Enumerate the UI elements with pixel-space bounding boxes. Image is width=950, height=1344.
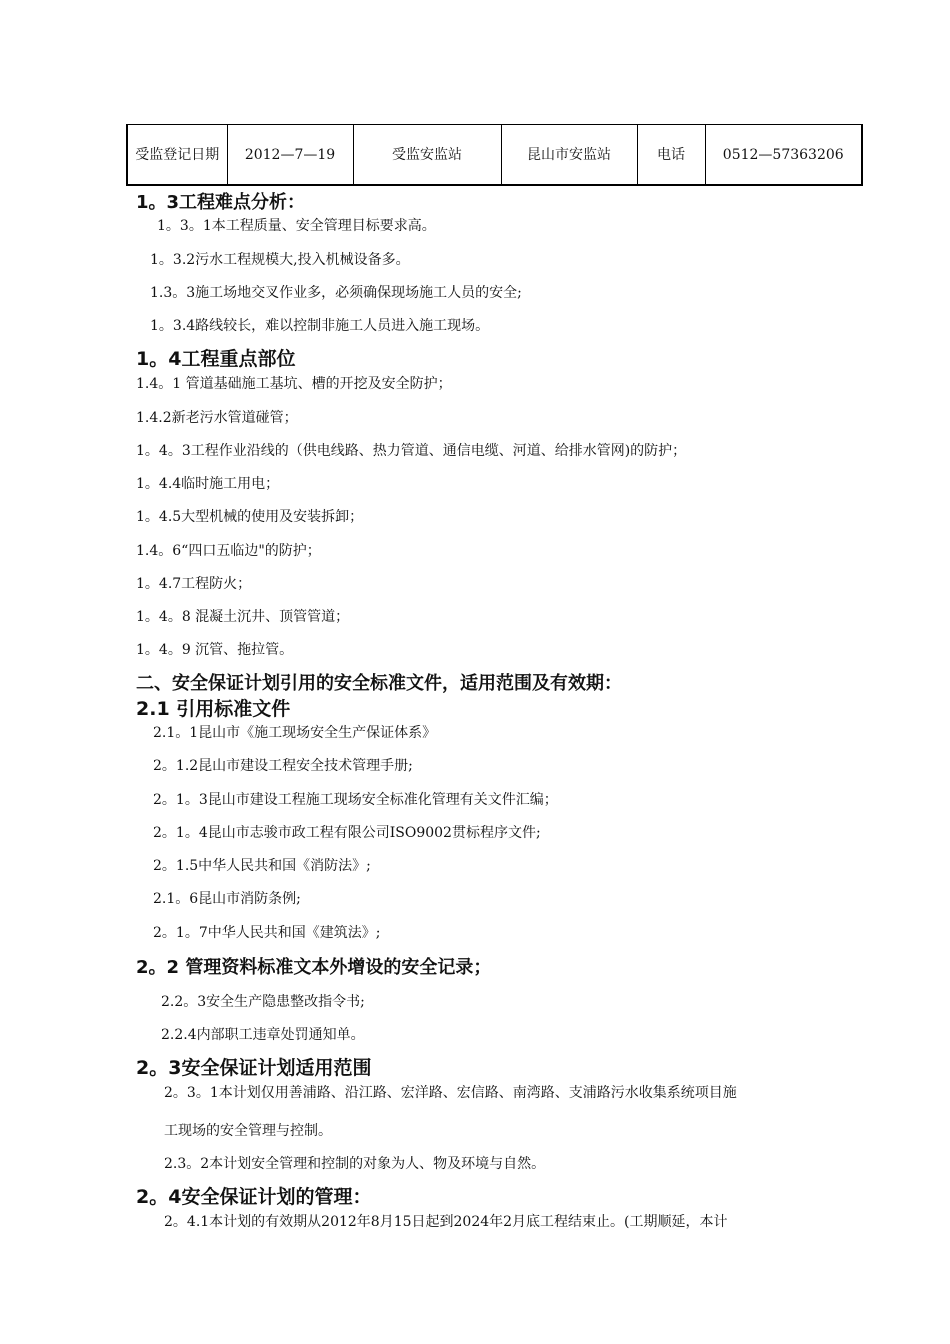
list-item: 2。4.1本计划的有效期从2012年8月15日起到2024年2月底工程结束止。(工期顺延，本计 [164, 1214, 728, 1230]
section-heading-2-4: 2。4安全保证计划的管理： [136, 1186, 372, 1208]
list-item: 工现场的安全管理与控制。 [164, 1123, 332, 1139]
list-item: 2。3。1本计划仅用善浦路、沿江路、宏洋路、宏信路、南湾路、支浦路污水收集系统项目施 [164, 1085, 737, 1101]
list-item: 2.2.4内部职工违章处罚通知单。 [161, 1027, 365, 1043]
chapter-heading-2: 二、安全保证计划引用的安全标准文件，适用范围及有效期： [136, 673, 622, 694]
list-item: 2.2。3安全生产隐患整改指令书; [161, 994, 365, 1010]
registration-table [126, 124, 863, 186]
registration-date-value: 2012—7—19 [227, 125, 353, 186]
section-heading-2-2: 2。2 管理资料标准文本外增设的安全记录； [136, 957, 492, 978]
list-item: 1。4。3工程作业沿线的（供电线路、热力管道、通信电缆、河道、给排水管网)的防护； [136, 443, 687, 459]
list-item: 1.4。1 管道基础施工基坑、槽的开挖及安全防护； [136, 376, 452, 392]
phone-label: 电话 [637, 125, 705, 186]
list-item: 1。4.4临时施工用电； [136, 476, 280, 492]
list-item: 1.4.2新老污水管道碰管； [136, 410, 298, 426]
list-item: 1。3.4路线较长，难以控制非施工人员进入施工现场。 [150, 318, 490, 334]
registration-date-label: 受监登记日期 [127, 125, 227, 186]
section-heading-1-3: 1。3工程难点分析： [136, 192, 306, 213]
phone-value: 0512—57363206 [705, 125, 862, 186]
list-item: 1.3。3施工场地交叉作业多，必须确保现场施工人员的安全; [150, 285, 522, 301]
section-heading-2-3: 2。3安全保证计划适用范围 [136, 1057, 372, 1079]
section-heading-2-1: 2.1 引用标准文件 [136, 698, 291, 720]
list-item: 2。1。7中华人民共和国《建筑法》; [153, 925, 381, 941]
table-row [127, 125, 862, 186]
supervising-station-label: 受监安监站 [353, 125, 501, 186]
list-item: 2。1.5中华人民共和国《消防法》; [153, 858, 371, 874]
list-item: 1.4。6“四口五临边"的防护； [136, 543, 321, 559]
list-item: 1。4。8 混凝土沉井、顶管管道； [136, 609, 350, 625]
list-item: 1。3.2污水工程规模大,投入机械设备多。 [150, 252, 410, 268]
list-item: 2。1.2昆山市建设工程安全技术管理手册; [153, 758, 413, 774]
list-item: 1。4。9 沉管、拖拉管。 [136, 642, 294, 658]
supervising-station-value: 昆山市安监站 [501, 125, 637, 186]
list-item: 2.3。2本计划安全管理和控制的对象为人、物及环境与自然。 [164, 1156, 546, 1172]
list-item: 2.1。1昆山市《施工现场安全生产保证体系》 [153, 725, 437, 741]
list-item: 1。4.5大型机械的使用及安装拆卸； [136, 509, 364, 525]
list-item: 1。3。1本工程质量、安全管理目标要求高。 [157, 218, 436, 234]
list-item: 2。1。4昆山市志骏市政工程有限公司ISO9002贯标程序文件; [153, 825, 541, 841]
list-item: 2.1。6昆山市消防条例; [153, 891, 301, 907]
list-item: 2。1。3昆山市建设工程施工现场安全标准化管理有关文件汇编； [153, 792, 558, 808]
section-heading-1-4: 1。4工程重点部位 [136, 348, 296, 370]
list-item: 1。4.7工程防火； [136, 576, 252, 592]
